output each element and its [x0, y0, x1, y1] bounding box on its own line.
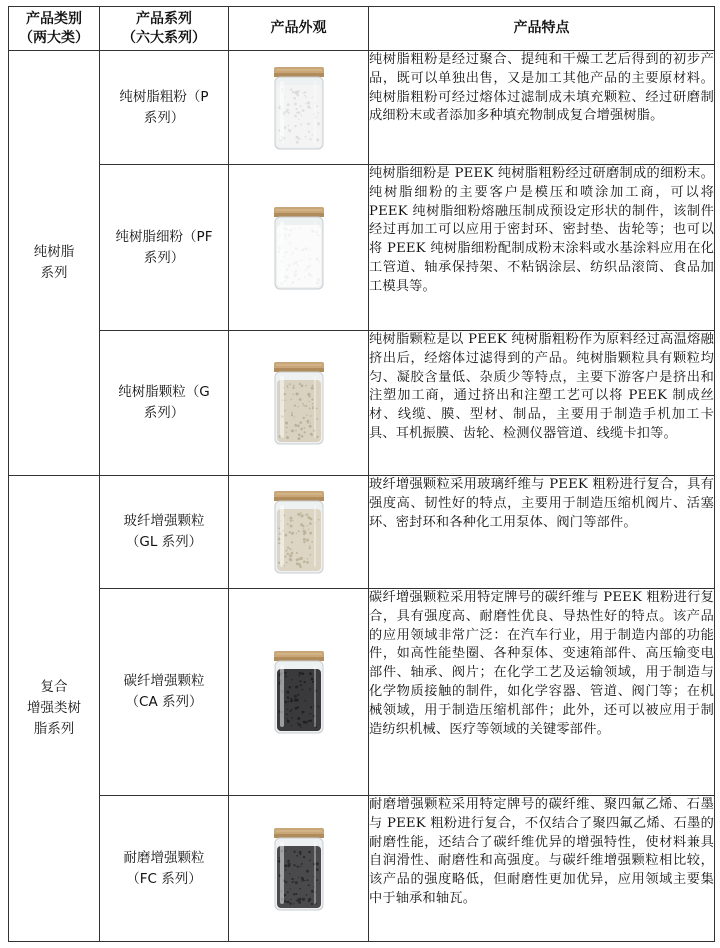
appearance-cell-gl — [229, 476, 369, 589]
description-gl: 玻纤增强颗粒采用玻璃纤维与 PEEK 粗粉进行复合，具有强度高、韧性好的特点，主要用于制造压缩机阀片、活塞环、密封环和各种化工用泵体、阀门等部件。 — [369, 476, 715, 589]
series-cell-fc — [100, 796, 229, 942]
appearance-cell-ca — [229, 589, 369, 796]
jar-graphic — [270, 65, 328, 151]
series-label-p: 纯树脂粗粉（P 系列） — [119, 88, 209, 126]
jar-graphic — [270, 649, 328, 735]
product-row-pf — [9, 165, 715, 331]
header-category-line2: （两大类） — [19, 29, 89, 46]
jar-graphic — [270, 826, 328, 912]
product-row-p — [9, 51, 715, 165]
series-label-fc: 耐磨增强颗粒 （FC 系列） — [123, 849, 205, 887]
description-g: 纯树脂颗粒是以 PEEK 纯树脂粗粉作为原料经过高温熔融挤出后，经熔体过滤得到的产品。纯树脂颗粒具有颗粒均匀、凝胶含量低、杂质少等特点，主要下游客户是挤出和注塑加工商，通过挤出和注塑工艺可以将 PEEK 制成丝材、线缆、膜、型材、制品，主要用于制造手机加工卡具、耳机振膜、齿轮、检测仪器管道、线缆卡扣等。 — [369, 331, 715, 476]
description-pf: 纯树脂细粉是 PEEK 纯树脂粗粉经过研磨制成的细粉末。纯树脂细粉的主要客户是模压和喷涂加工商，可以将 PEEK 纯树脂细粉熔融压制成预设定形状的制件，该制件经过再加工可以应用于密封环、密封垫、齿轮等；也可以将 PEEK 纯树脂细粉配制成粉末涂料或水基涂料应用在化工管道、轴承保持架、不粘锅涂层、纺织品滚筒、食品加工模具等。 — [369, 165, 715, 331]
category-pure-resin — [9, 51, 100, 476]
header-category — [9, 7, 100, 51]
appearance-cell-pf — [229, 165, 369, 331]
series-label-g: 纯树脂颗粒（G 系列） — [118, 384, 210, 421]
description-fc: 耐磨增强颗粒采用特定牌号的碳纤维、聚四氟乙烯、石墨与 PEEK 粗粉进行复合，不仅结合了聚四氟乙烯、石墨的耐磨性能，还结合了碳纤维优异的增强特性，使材料兼具自润滑性、耐磨性和高强度。与碳纤维增强颗粒相比较，该产品的强度略低，但耐磨性更加优异，应用领域主要集中于轴承和轴瓦。 — [369, 796, 715, 942]
header-category-line1: 产品类别 — [26, 10, 82, 27]
header-appearance: 产品外观 — [229, 7, 369, 51]
jar-graphic — [270, 205, 328, 291]
white-fine-powder-jar-image — [229, 205, 368, 291]
series-label-ca: 碳纤增强颗粒 （CA 系列） — [123, 673, 205, 710]
product-row-ca — [9, 589, 715, 796]
series-cell-ca — [100, 589, 229, 796]
header-features: 产品特点 — [369, 7, 715, 51]
series-cell-p — [100, 51, 229, 165]
description-p: 纯树脂粗粉是经过聚合、提纯和干燥工艺后得到的初步产品，既可以单独出售，又是加工其他产品的主要原材料。纯树脂粗粉可经过熔体过滤制成未填充颗粒、经过研磨制成细粉末或者添加多种填充物制成复合增强树脂。 — [369, 51, 715, 165]
header-row — [9, 7, 715, 51]
appearance-cell-g — [229, 331, 369, 476]
series-cell-gl — [100, 476, 229, 589]
jar-graphic — [270, 489, 328, 575]
beige-granules-jar-image — [229, 360, 368, 446]
appearance-cell-p — [229, 51, 369, 165]
series-cell-g — [100, 331, 229, 476]
category-pure-resin-label: 纯树脂 系列 — [33, 244, 75, 281]
category-composite-resin-label: 复合 增强类树 脂系列 — [27, 679, 81, 737]
series-label-pf: 纯树脂细粉（PF 系列） — [115, 228, 213, 266]
product-table — [8, 6, 715, 942]
header-series — [100, 7, 229, 51]
product-row-gl — [9, 476, 715, 589]
carbon-fiber-granules-jar-image — [229, 649, 368, 735]
product-row-g — [9, 331, 715, 476]
product-row-fc — [9, 796, 715, 942]
header-series-line2: （六大系列） — [122, 29, 206, 46]
header-series-line1: 产品系列 — [136, 10, 192, 27]
white-coarse-powder-jar-image — [229, 65, 368, 151]
wear-resistant-granules-jar-image — [229, 826, 368, 912]
description-ca: 碳纤增强颗粒采用特定牌号的碳纤维与 PEEK 粗粉进行复合，具有强度高、耐磨性优良、导热性好的特点。该产品的应用领域非常广泛：在汽车行业，用于制造内部的功能件，如高性能垫圈、各种泵体、变速箱部件、高压输变电部件、轴承、阀片；在化学工艺及运输领域，用于制造与化学物质接触的制件，如化学容器、管道、阀门等；在机械领域，用于制造压缩机部件；此外，还可以被应用于制造纺织机械、医疗等领域的关键零部件。 — [369, 589, 715, 796]
glass-fiber-granules-jar-image — [229, 489, 368, 575]
appearance-cell-fc — [229, 796, 369, 942]
jar-graphic — [270, 360, 328, 446]
series-cell-pf — [100, 165, 229, 331]
category-composite-resin — [9, 476, 100, 942]
series-label-gl: 玻纤增强颗粒 （GL 系列） — [123, 513, 205, 550]
